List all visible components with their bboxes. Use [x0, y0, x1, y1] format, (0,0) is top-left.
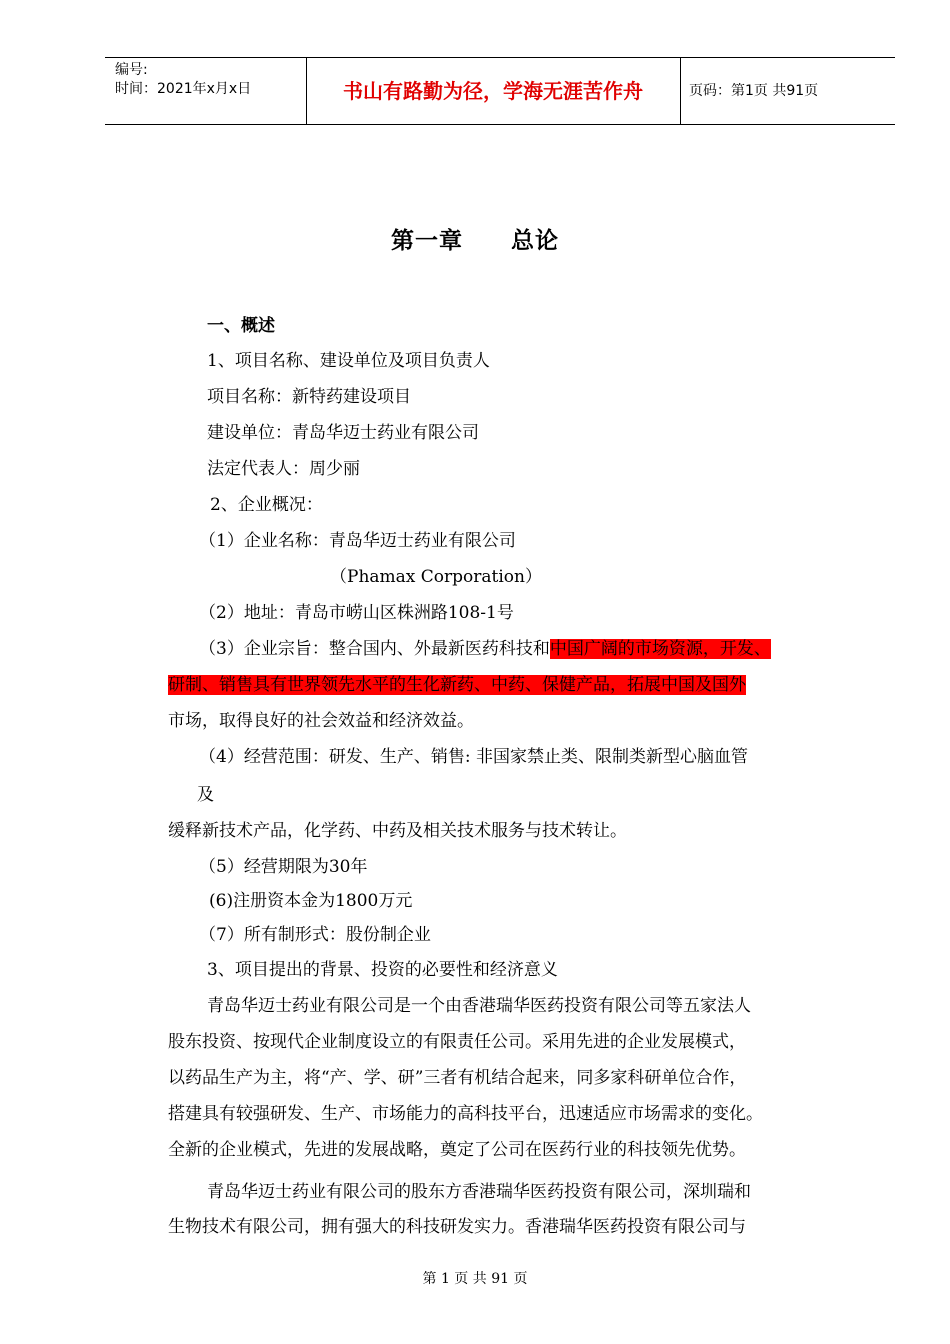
paragraph-line: (6)注册资本金为1800万元	[209, 891, 413, 911]
paragraph-line: （2）地址：青岛市崂山区株洲路108-1号	[199, 603, 514, 623]
paragraph-line: （4）经营范围：研发、生产、销售: 非国家禁止类、限制类新型心脑血管	[199, 747, 748, 767]
header-motto: 书山有路勤为径，学海无涯苦作舟	[343, 79, 643, 103]
paragraph-line: 2、企业概况：	[210, 495, 323, 515]
paragraph-line: 青岛华迈士药业有限公司的股东方香港瑞华医药投资有限公司，深圳瑞和	[207, 1182, 751, 1202]
highlighted-text: 中国广阔的市场资源，开发、	[549, 639, 771, 659]
paragraph-text: （3）企业宗旨：整合国内、外最新医药科技和	[199, 639, 550, 659]
paragraph-line: 以药品生产为主，将“产、学、研”三者有机结合起来，同多家科研单位合作，	[168, 1068, 747, 1088]
chapter-heading	[0, 222, 950, 255]
document-time: 时间：2021年x月x日	[115, 81, 252, 97]
paragraph-line: （5）经营期限为30年	[199, 857, 368, 877]
paragraph-line: 建设单位：青岛华迈士药业有限公司	[207, 423, 479, 443]
section-heading: 一、概述	[207, 316, 275, 336]
paragraph-line: 青岛华迈士药业有限公司是一个由香港瑞华医药投资有限公司等五家法人	[207, 996, 751, 1016]
document-number: 编号:	[115, 62, 148, 78]
paragraph-line: （7）所有制形式：股份制企业	[199, 925, 431, 945]
paragraph-line: 全新的企业模式，先进的发展战略，奠定了公司在医药行业的科技领先优势。	[168, 1140, 746, 1160]
paragraph-line: 3、项目提出的背景、投资的必要性和经济意义	[207, 960, 558, 980]
paragraph-line: 1、项目名称、建设单位及项目负责人	[207, 351, 490, 371]
paragraph-line: 生物技术有限公司，拥有强大的科技研发实力。香港瑞华医药投资有限公司与	[168, 1217, 746, 1237]
paragraph-line	[168, 674, 746, 696]
paragraph-line: 及	[197, 785, 214, 805]
paragraph-line: 缓释新技术产品，化学药、中药及相关技术服务与技术转让。	[168, 821, 627, 841]
header-meta	[115, 61, 251, 99]
header-page-info: 页码：第1页 共91页	[689, 83, 819, 99]
paragraph-line: 市场，取得良好的社会效益和经济效益。	[168, 711, 474, 731]
highlighted-text: 研制、销售具有世界领先水平的生化新药、中药、保健产品，拓展中国及国外	[168, 675, 746, 695]
page-header	[105, 57, 895, 125]
paragraph-line	[199, 638, 771, 660]
page-footer: 第 1 页 共 91 页	[422, 1271, 528, 1287]
paragraph-line: 法定代表人：周少丽	[207, 459, 360, 479]
paragraph-line: 项目名称：新特药建设项目	[207, 387, 411, 407]
chapter-number: 第一章	[391, 228, 463, 254]
header-separator	[680, 57, 681, 125]
chapter-title: 总论	[511, 228, 559, 254]
paragraph-line: （Phamax Corporation）	[330, 567, 542, 587]
paragraph-line: 股东投资、按现代企业制度设立的有限责任公司。采用先进的企业发展模式，	[168, 1032, 746, 1052]
paragraph-line: 搭建具有较强研发、生产、市场能力的高科技平台，迅速适应市场需求的变化。	[168, 1104, 763, 1124]
paragraph-line: （1）企业名称：青岛华迈士药业有限公司	[199, 531, 516, 551]
